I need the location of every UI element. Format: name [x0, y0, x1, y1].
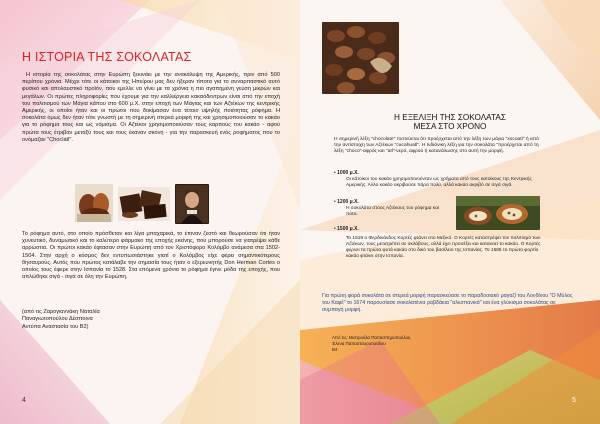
- history-paragraph-2: Το ρόφημα αυτό, στο οποίο πρόσθεταν και λίγα μπαχαρικά, το έπιναν ζεστό και θεωρούσαν ότι ήταν χυνευτικό, δυναμωτικό και το καλύτερο φάρμακο της εποχής εκείνης, που μπορούσε να γιατρέψει κάθε αρρώστια. Οι πρώτοι κακάο έφτασαν στην Ευρώπη από τον Χριστόφορο Κολόμβο ανάμεσα στα 1502-1504. Στην αρχή ο κόσμος δεν εντυπωσιάστηκε γιατί ο Κολόμβος είχε φέρει σημαντικότερους θησαυρούς. Αυτός που πρώτος κατάλαβε την σημασία τους ήταν ο εξερευνητής Don Herman Cortes ο οποίος τους έφερε στην Ισπανία το 1528. Στα επόμενα χρόνια το ρόφημα έγινε μόδα της εποχής, που απλώθηκε σιγά - σιγά σε όλη την Ευρώπη.: [22, 231, 280, 281]
- page-number-left: 4: [22, 397, 26, 404]
- timeline-year-label: 1500 μ.Χ.: [337, 226, 359, 232]
- timeline-year: • 1000 μ.Χ.: [334, 170, 359, 176]
- history-paragraph-1: Η ιστορία της σοκολάτας στην Ευρώπη ξεκινάει με την ανακάλυψη της Αμερικής, πριν από 500 περίπου χρόνια. Μέχρι τότε οι κάτοικοι της Ηπείρου μας δεν ήξεραν τίποτα για το συναρπαστικό αυτό φυσικό και απολαυστικό προϊόν, που εμελλε να γίνει με τα χρόνια η πιο αγαπημένη γεύση μικρών και μεγάλων. Οι πρώτες πληροφορίες που έχουμε για την καλλιέργεια κακαόδεντρων είναι από την εποχή του πολιτισμού των Μάγια κάπου στο 600 μ.Χ. στην εποχή των Μάγιας και των Αζτέκων της κεντρικής Αμερικής, οι οποίοι ήταν και οι πρώτοι που δοκίμασαν ένα τέτοιο υψηλής ποιότητας ρόφημα. Η σοκολάτα όμως δεν ήταν τότε γνωστή με τη σημερινή στερεά μορφή της και χρησιμοποιούσαν το κακάο για το ρόφημα τους και ως νόμισμα. Οι Αζτέκοι χρησιμοποιούσαν τους καρπούς του κακάο - αφού πρώτα τους έτριβαν μεταξύ τους και τους έκαναν σκόνη - για την παρασκευή ενός ροφήματος που το ονόμαζαν "Choclátl".: [22, 72, 280, 143]
- author-line: Β4: [332, 346, 338, 352]
- cocoa-beans-image: [322, 22, 399, 94]
- left-page-authors: [22, 309, 100, 331]
- cocoa-fruit-image: [456, 196, 540, 230]
- page-number-right: 5: [572, 397, 576, 404]
- timeline-year: • 1200 μ.Χ.: [334, 199, 359, 205]
- left-page-title: Η ΙΣΤΟΡΙΑ ΤΗΣ ΣΟΚΟΛΑΤΑΣ: [22, 50, 192, 64]
- cocoa-pods-image: [75, 184, 113, 222]
- title-line: ΜΕΣΑ ΣΤΟ ΧΡΟΝΟ: [413, 122, 487, 132]
- title-line: Η ΕΞΕΛΙΞΗ ΤΗΣ ΣΟΚΟΛΑΤΑΣ: [394, 113, 506, 122]
- chocolate-pieces-image: [118, 187, 170, 221]
- timeline-year: • 1500 μ.Χ.: [334, 226, 359, 232]
- evolution-intro: Η σημερινή λέξη "chocolate" πιστεύεται ότι προέρχεται από την λέξη των μάγια "xocoatl" ή από την αντίστοιχη των Αζτέκων "cacahuatl". Η Ινδιάνικη λέξη για την σοκολάτα "προέρχεται από τη λέξη "choco"-αφρός και "atl"-νερό, αφρού ή κατανάλωσης στο αυτή την μορφή.: [334, 137, 539, 155]
- portrait-painting-image: [175, 184, 209, 224]
- timeline-text: Το 1519 ο Φερδινάνδος Κορτές φτάνει στο Μεξικό. Ο Κορτές καταστρέφει τον πολιτισμό των Αζτέκων, τους μετατρέπει σε σκλάβους, αλλά έχει προσέξει και κατανοεί το κακάο. Ο Κορτές φέρνει τα πρώτα φυτά κακάο στο δικό του βασίλειο της Ισπανίας. Το 1585 το πρώτο φορτίο κακάο φτάνει στην Ισπανία.: [346, 236, 541, 259]
- right-page-title: [356, 113, 544, 132]
- author-line: Έλενα Παπασταυροπούλου: [332, 340, 386, 346]
- timeline-text: Η σοκολάτα στους Αζτέκους του ρόφημα και πότο.: [346, 206, 439, 217]
- author-line: Αντύπα Αναστασία του Β2): [22, 323, 89, 330]
- author-line: (από τις Ζαρογιαννάκη Ναταλία: [22, 309, 100, 315]
- timeline-text: Οι κάτοικοι του κακάο χρησιμοποιούνταν ως χρήματα από τους κατοίκους της Κεντρικής Αμερικής. Άλλο κακάο ακριβούσε πάρα πολύ, αλλά κακάο ακριβό σε σιγά σιγά.: [346, 177, 532, 188]
- timeline-year-label: 1200 μ.Χ.: [337, 199, 359, 205]
- right-page-authors: [332, 335, 412, 353]
- timeline-year-label: 1000 μ.Χ.: [337, 170, 359, 176]
- author-line: Παναγιωτοπούλου Δέσποινα: [22, 316, 93, 323]
- solid-chocolate-paragraph: Για πρώτη φορά σοκολάτα σε στερεά μορφή παρασκεύασε το παραδοσιακό μαγαζί του Λονδίνου "Ο Μύλος του Καφέ" το 1674 παρουσίασε σοκολατένια ραβδάκια "αλεσπανικά" και ένα γλύκισμα σοκολάτας σε συμπαγή μορφή.: [322, 293, 573, 313]
- author-line: Από τις: Μιστρούλα Παπασπηρoπούλου,: [332, 335, 412, 340]
